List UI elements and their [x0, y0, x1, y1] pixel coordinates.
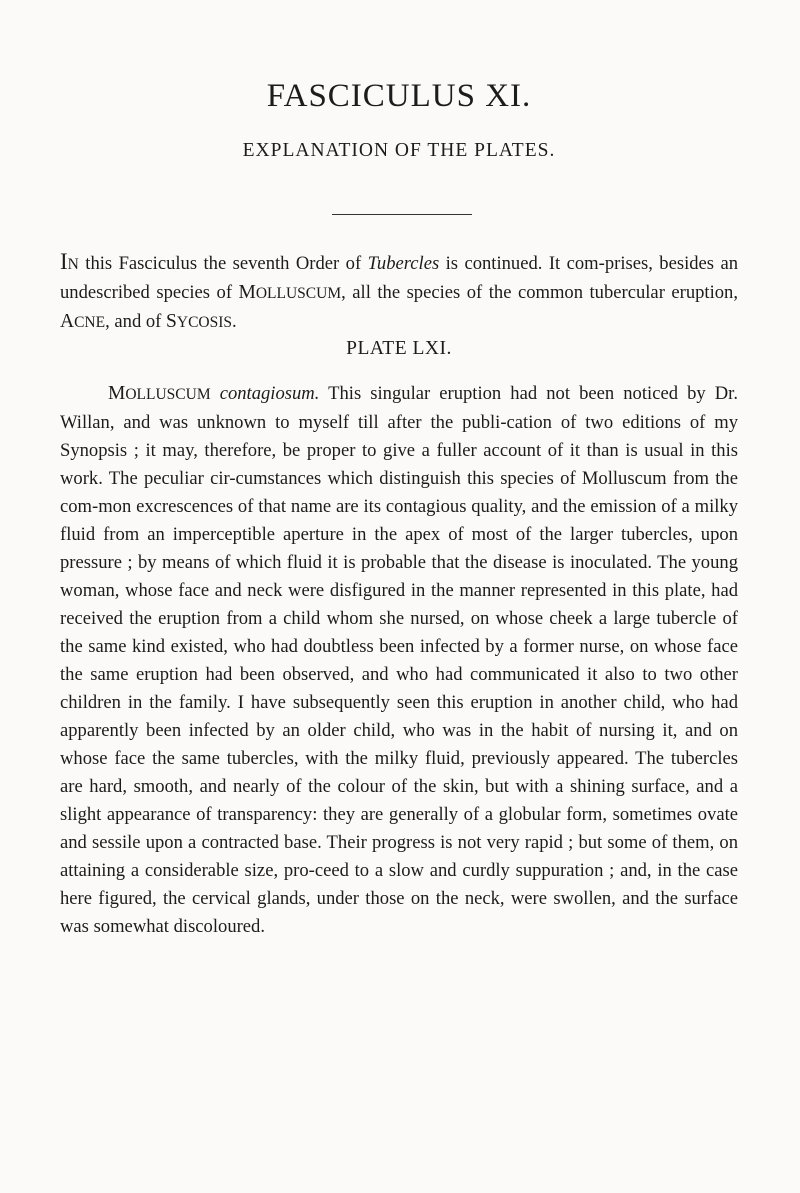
intro-sycosis-rest: YCOSIS — [176, 314, 233, 331]
intro-text-1: this Fasciculus the seventh Order of — [78, 253, 368, 274]
intro-text-3: , all the species of the common tubercular eruption, — [341, 282, 738, 303]
intro-acne-initial: A — [60, 311, 75, 332]
intro-text-5: . — [232, 311, 237, 332]
intro-tubercles: Tubercles — [367, 253, 440, 274]
plate-heading: PLATE LXI. — [346, 338, 452, 359]
intro-molluscum-rest: OLLUSCUM — [255, 285, 342, 302]
intro-acne-rest: CNE — [74, 314, 106, 331]
page-title: FASCICULUS XI. — [266, 78, 532, 114]
intro-dropcap: I — [60, 249, 68, 274]
plate-name-rest: OLLUSCUM — [125, 386, 211, 403]
plate-body-text: This singular eruption had not been noticed by Dr. Willan, and was unknown to myself till after the publi-cation of two editions of my Synopsis ; it may, therefore, be proper to give a fuller account of it than is usual in this work. The peculiar cir-cumstances which distinguish this species of Molluscum from the com-mon excrescences of that name are its contagious quality, and the emission of a milky fluid from an imperceptible aperture in the apex of most of the larger tubercles, upon pressure ; by means of which fluid it is probable that the disease is inoculated. The young woman, whose face and neck were disfigured in the manner represented in this plate, had received the eruption from a child whom she nursed, on whose cheek a large tubercle of the same kind existed, who had doubtless been infected by a former nurse, on whose face the same eruption had been observed, and who had communicated it also to two other children in the family. I have subsequently seen this eruption in another child, who had apparently been infected by an older child, who was in the habit of nursing it, and on whose face the same tubercles, with the milky fluid, previously appeared. The tubercles are hard, smooth, and nearly of the colour of the skin, but with a shining surface, and a slight appearance of transparency: they are generally of a globular form, sometimes ovate and sessile upon a contracted base. Their progress is not very rapid ; but some of them, on attaining a considerable size, pro-ceed to a slow and curdly suppuration ; and, in the case here figured, the cervical glands, under those on the neck, were swollen, and the surface was somewhat discoloured. — [60, 383, 738, 937]
document-page — [60, 0, 738, 1193]
intro-text-2: is continued. It com-prises, besides an undescribed species of — [60, 253, 739, 303]
intro-molluscum-initial: M — [238, 282, 256, 303]
intro-sycosis-initial: S — [166, 311, 177, 332]
plate-species: contagiosum. — [219, 383, 320, 404]
plate-description — [60, 380, 738, 941]
page-subtitle: EXPLANATION OF THE PLATES. — [242, 140, 556, 161]
section-divider — [332, 214, 472, 215]
intro-paragraph — [60, 248, 738, 337]
plate-name-initial: M — [108, 383, 126, 404]
intro-dropcap-rest: N — [67, 256, 79, 273]
intro-text-4: , and of — [105, 311, 167, 332]
